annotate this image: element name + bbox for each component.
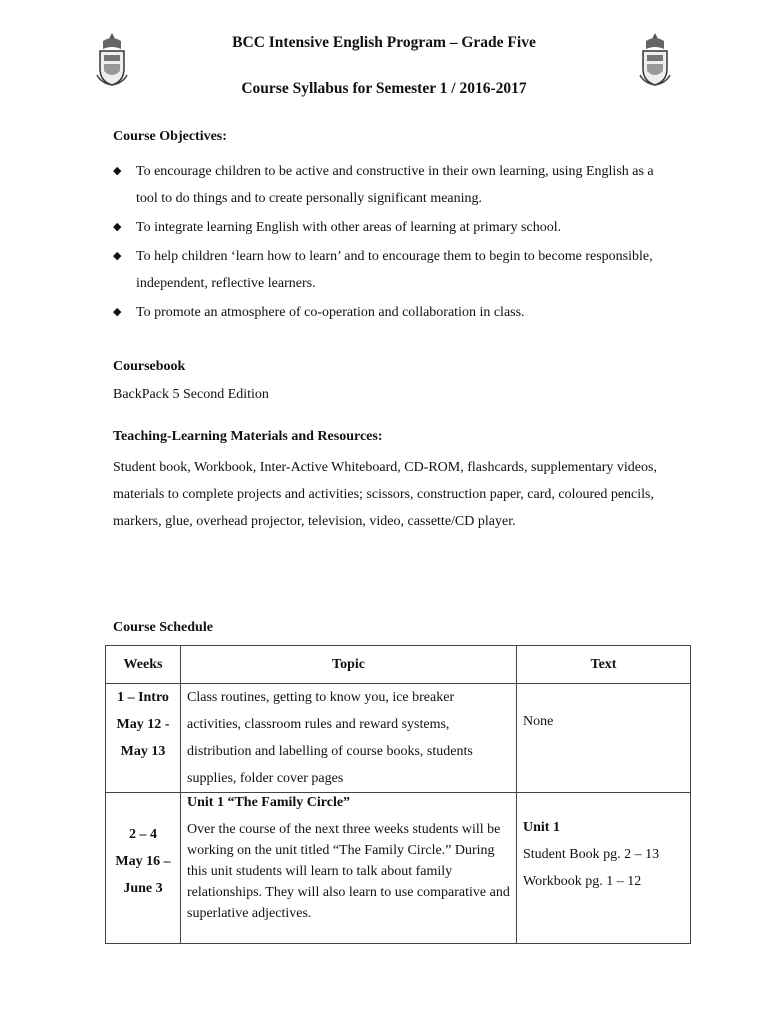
weeks-cell: 1 – Intro May 12 - May 13 [106, 684, 181, 793]
diamond-bullet-icon: ◆ [113, 221, 122, 233]
materials-text: Student book, Workbook, Inter-Active Whiteboard, CD-ROM, flashcards, supplementary videos, materials to complete projects and activities; scissors, construction paper, card, coloured pencils, markers, glue, overhead projector, television, video, cassette/CD player. [113, 460, 657, 529]
objectives-heading: Course Objectives: [113, 129, 227, 144]
text-cell: None [517, 684, 691, 793]
topic-cell: Class routines, getting to know you, ice breaker activities, classroom rules and reward systems, distribution and labelling of course books, students supplies, folder cover pages [181, 684, 517, 793]
coursebook-heading: Coursebook [113, 359, 186, 374]
materials-heading: Teaching-Learning Materials and Resources: [113, 429, 383, 444]
objective-item: ◆ To integrate learning English with other areas of learning at primary school. [113, 214, 673, 241]
unit-label: Unit 1 [523, 820, 560, 835]
weeks-cell: 2 – 4 May 16 – June 3 [106, 793, 181, 944]
table-row [106, 684, 691, 793]
course-schedule-table [105, 645, 691, 944]
document-subtitle: Course Syllabus for Semester 1 / 2016-2017 [241, 80, 527, 97]
objective-item: ◆ To help children ‘learn how to learn’ and to encourage them to begin to become responsible, independent, reflective learners. [113, 243, 673, 297]
column-header-topic: Topic [181, 646, 517, 684]
table-header-row [106, 646, 691, 684]
objective-item: ◆ To promote an atmosphere of co-operation and collaboration in class. [113, 299, 673, 326]
diamond-bullet-icon: ◆ [113, 306, 122, 318]
diamond-bullet-icon: ◆ [113, 250, 122, 262]
column-header-weeks: Weeks [106, 646, 181, 684]
objectives-list [113, 158, 673, 328]
objective-item: ◆ To encourage children to be active and constructive in their own learning, using English as a tool to do things and to create personally significant meaning. [113, 158, 673, 212]
table-row [106, 793, 691, 944]
unit-description: Over the course of the next three weeks students will be working on the unit titled “The Family Circle.” During this unit students will learn to talk about family relationships. They will also learn to use comparative and superlative adjectives. [187, 822, 510, 921]
text-cell: Unit 1 Student Book pg. 2 – 13 Workbook pg. 1 – 12 [517, 793, 691, 944]
unit-title: Unit 1 “The Family Circle” [187, 795, 351, 810]
document-title: BCC Intensive English Program – Grade Five [232, 34, 536, 51]
coursebook-value: BackPack 5 Second Edition [113, 387, 269, 402]
diamond-bullet-icon: ◆ [113, 165, 122, 177]
topic-cell [181, 793, 517, 944]
schedule-heading: Course Schedule [113, 620, 213, 635]
column-header-text: Text [517, 646, 691, 684]
